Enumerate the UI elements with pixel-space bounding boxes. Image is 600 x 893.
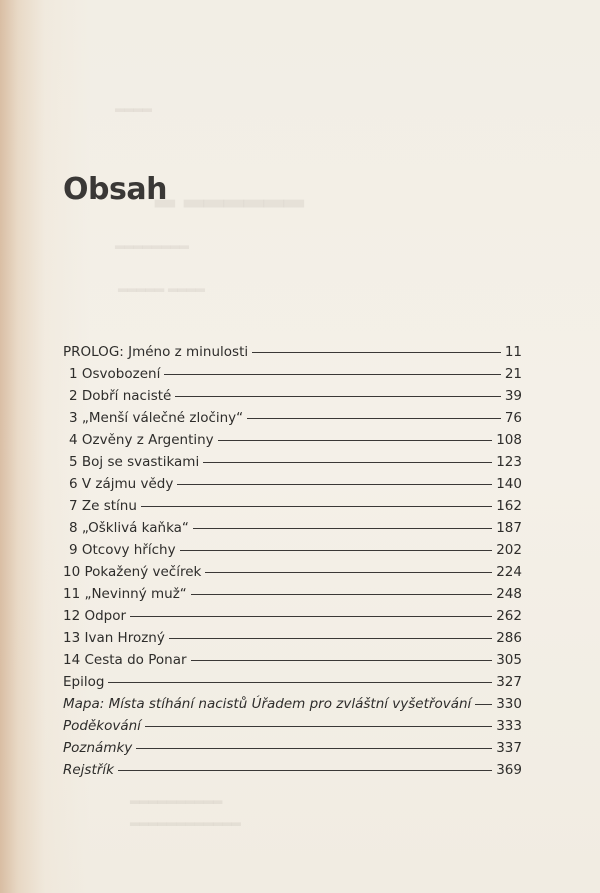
toc-entry-label: 11 „Nevinný muž“ bbox=[63, 586, 187, 602]
toc-entry-prolog bbox=[63, 341, 522, 363]
toc-entry-chapter-3 bbox=[63, 407, 522, 429]
show-through-ghost: ▂▂▂▂▂▂▂▂▂▂ bbox=[130, 790, 223, 804]
toc-leader-line bbox=[218, 440, 493, 441]
toc-entry-label: 10 Pokažený večírek bbox=[63, 564, 202, 580]
table-of-contents bbox=[63, 341, 522, 781]
page-title: Obsah bbox=[63, 172, 167, 207]
toc-entry-label: 12 Odpor bbox=[63, 608, 127, 624]
toc-entry-page: 11 bbox=[504, 344, 522, 360]
toc-entry-index bbox=[63, 759, 522, 781]
toc-entry-chapter-7 bbox=[63, 495, 522, 517]
toc-entry-acknowledgements bbox=[63, 715, 522, 737]
toc-leader-line bbox=[203, 462, 492, 463]
toc-entry-label: 7 Ze stínu bbox=[69, 498, 137, 514]
toc-entry-page: 327 bbox=[496, 674, 522, 690]
toc-entry-page: 305 bbox=[496, 652, 522, 668]
toc-entry-chapter-6 bbox=[63, 473, 522, 495]
toc-leader-line bbox=[191, 660, 493, 661]
toc-entry-label: 2 Dobří nacisté bbox=[69, 388, 172, 404]
toc-entry-chapter-1 bbox=[63, 363, 522, 385]
toc-entry-page: 369 bbox=[496, 762, 522, 778]
toc-entry-page: 262 bbox=[496, 608, 522, 624]
toc-entry-page: 224 bbox=[496, 564, 522, 580]
toc-entry-label: 6 V zájmu vědy bbox=[69, 476, 174, 492]
toc-leader-line bbox=[164, 374, 500, 375]
toc-entry-map bbox=[63, 693, 522, 715]
toc-leader-line bbox=[475, 704, 492, 705]
toc-entry-chapter-4 bbox=[63, 429, 522, 451]
toc-entry-page: 140 bbox=[496, 476, 522, 492]
toc-entry-chapter-13 bbox=[63, 627, 522, 649]
toc-entry-notes bbox=[63, 737, 522, 759]
toc-entry-chapter-11 bbox=[63, 583, 522, 605]
toc-entry-page: 330 bbox=[496, 696, 522, 712]
toc-entry-label: 5 Boj se svastikami bbox=[69, 454, 200, 470]
toc-entry-label: 3 „Menší válečné zločiny“ bbox=[69, 410, 244, 426]
toc-entry-label: Poděkování bbox=[63, 718, 141, 734]
toc-leader-line bbox=[175, 396, 500, 397]
toc-entry-label: 14 Cesta do Ponar bbox=[63, 652, 187, 668]
toc-entry-label: 4 Ozvěny z Argentiny bbox=[69, 432, 214, 448]
show-through-ghost: ▂ ▂▂▂▂▂▂ bbox=[155, 178, 305, 208]
toc-entry-chapter-9 bbox=[63, 539, 522, 561]
show-through-ghost: ▂▂▂▂▂▂▂▂ bbox=[115, 235, 189, 249]
toc-entry-page: 248 bbox=[496, 586, 522, 602]
toc-entry-label: PROLOG: Jméno z minulosti bbox=[63, 344, 249, 360]
show-through-ghost: ▂▂▂▂ bbox=[115, 98, 152, 112]
toc-entry-chapter-10 bbox=[63, 561, 522, 583]
toc-leader-line bbox=[118, 770, 492, 771]
toc-entry-chapter-5 bbox=[63, 451, 522, 473]
toc-entry-page: 21 bbox=[504, 366, 522, 382]
toc-entry-label: 13 Ivan Hrozný bbox=[63, 630, 165, 646]
toc-leader-line bbox=[130, 616, 492, 617]
toc-entry-epilog bbox=[63, 671, 522, 693]
toc-entry-page: 162 bbox=[496, 498, 522, 514]
toc-entry-label: Epilog bbox=[63, 674, 105, 690]
toc-entry-page: 123 bbox=[496, 454, 522, 470]
toc-leader-line bbox=[108, 682, 492, 683]
toc-leader-line bbox=[205, 572, 492, 573]
toc-entry-page: 337 bbox=[496, 740, 522, 756]
toc-entry-label: Mapa: Místa stíhání nacistů Úřadem pro zvláštní vyšetřování bbox=[63, 696, 472, 712]
toc-entry-chapter-14 bbox=[63, 649, 522, 671]
toc-entry-chapter-2 bbox=[63, 385, 522, 407]
toc-leader-line bbox=[247, 418, 501, 419]
toc-entry-chapter-12 bbox=[63, 605, 522, 627]
toc-leader-line bbox=[191, 594, 492, 595]
toc-leader-line bbox=[136, 748, 492, 749]
toc-entry-page: 202 bbox=[496, 542, 522, 558]
toc-leader-line bbox=[177, 484, 492, 485]
toc-entry-page: 39 bbox=[504, 388, 522, 404]
toc-entry-page: 187 bbox=[496, 520, 522, 536]
toc-entry-page: 286 bbox=[496, 630, 522, 646]
toc-entry-page: 333 bbox=[496, 718, 522, 734]
toc-entry-label: 8 „Ošklivá kaňka“ bbox=[69, 520, 189, 536]
toc-entry-page: 76 bbox=[504, 410, 522, 426]
toc-leader-line bbox=[141, 506, 492, 507]
toc-entry-label: 1 Osvobození bbox=[69, 366, 161, 382]
toc-entry-label: Poznámky bbox=[63, 740, 133, 756]
show-through-ghost: ▂▂▂▂▂▂▂▂▂▂▂▂ bbox=[130, 812, 241, 826]
toc-leader-line bbox=[252, 352, 501, 353]
toc-leader-line bbox=[169, 638, 492, 639]
toc-leader-line bbox=[145, 726, 492, 727]
toc-entry-chapter-8 bbox=[63, 517, 522, 539]
toc-entry-label: 9 Otcovy hříchy bbox=[69, 542, 176, 558]
toc-leader-line bbox=[193, 528, 492, 529]
toc-entry-label: Rejstřík bbox=[63, 762, 114, 778]
show-through-ghost: ▂▂▂▂▂ ▂▂▂▂ bbox=[118, 278, 205, 292]
toc-entry-page: 108 bbox=[496, 432, 522, 448]
toc-leader-line bbox=[180, 550, 493, 551]
